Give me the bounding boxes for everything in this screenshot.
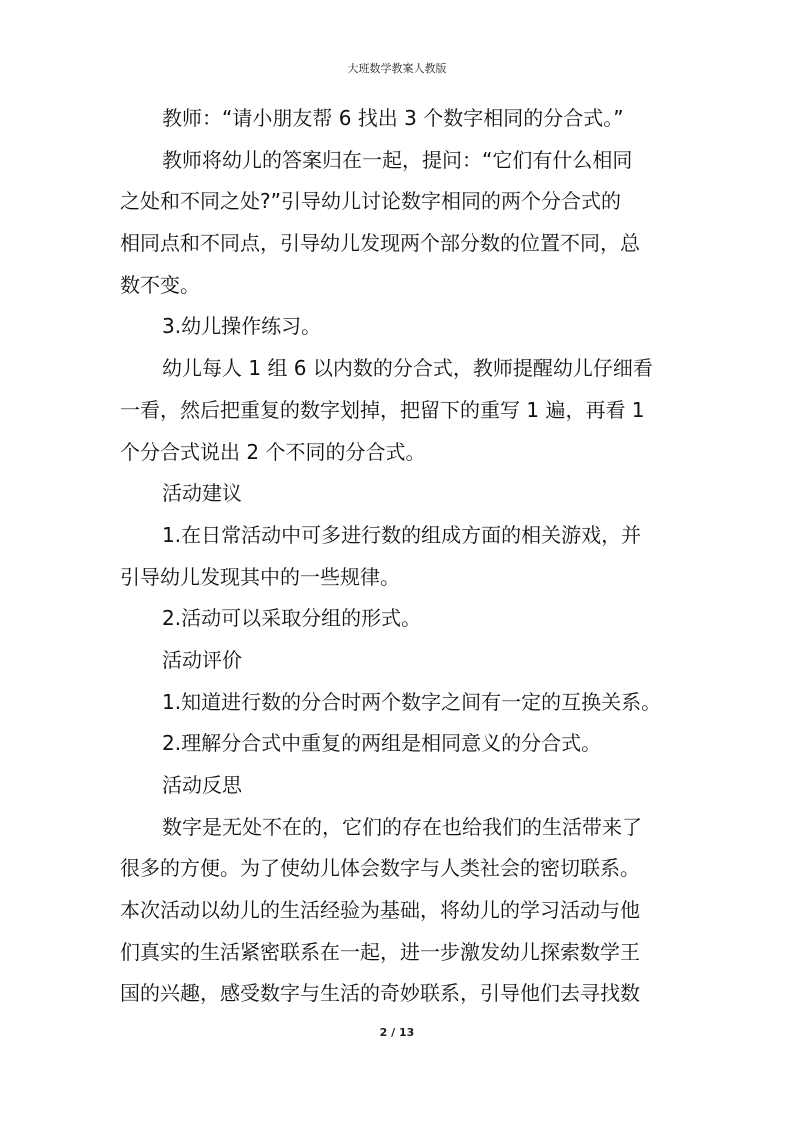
text-line: 引导幼儿发现其中的一些规律。	[120, 564, 400, 589]
text-line: 本次活动以幼儿的生活经验为基础，将幼儿的学习活动与他	[120, 898, 640, 923]
text-line: 2.活动可以采取分组的形式。	[162, 606, 422, 631]
text-line: 国的兴趣，感受数字与生活的奇妙联系，引导他们去寻找数	[120, 981, 640, 1006]
text-line: 数不变。	[120, 272, 200, 297]
page-header-title: 大班数学教案人教版	[347, 62, 447, 75]
text-line: 很多的方便。为了使幼儿体会数字与人类社会的密切联系。	[120, 856, 640, 881]
text-line: 们真实的生活紧密联系在一起，进一步激发幼儿探索数学王	[120, 939, 640, 964]
page-number: 2 / 13	[379, 1026, 415, 1039]
text-line: 之处和不同之处?”引导幼儿讨论数字相同的两个分合式的	[120, 189, 621, 214]
text-line: 2.理解分合式中重复的两组是相同意义的分合式。	[162, 731, 602, 756]
section-heading: 活动反思	[162, 773, 242, 797]
text-line: 教师将幼儿的答案归在一起，提问：“它们有什么相同	[162, 147, 633, 172]
text-line: 相同点和不同点，引导幼儿发现两个部分数的位置不同，总	[120, 231, 640, 256]
text-line: 1.在日常活动中可多进行数的组成方面的相关游戏，并	[162, 522, 642, 547]
section-heading: 活动评价	[162, 647, 242, 672]
document-body	[120, 98, 680, 1015]
text-line: 数字是无处不在的，它们的存在也给我们的生活带来了	[162, 814, 642, 839]
text-line: 个分合式说出 2 个不同的分合式。	[120, 439, 426, 464]
text-line: 一看，然后把重复的数字划掉，把留下的重写 1 遍，再看 1	[120, 397, 645, 422]
section-item: 3.幼儿操作练习。	[162, 314, 322, 339]
text-line: 幼儿每人 1 组 6 以内数的分合式，教师提醒幼儿仔细看	[162, 356, 653, 381]
text-line: 教师：“请小朋友帮 6 找出 3 个数字相同的分合式。”	[162, 106, 624, 130]
section-heading: 活动建议	[162, 481, 242, 506]
text-line: 1.知道进行数的分合时两个数字之间有一定的互换关系。	[162, 689, 662, 714]
